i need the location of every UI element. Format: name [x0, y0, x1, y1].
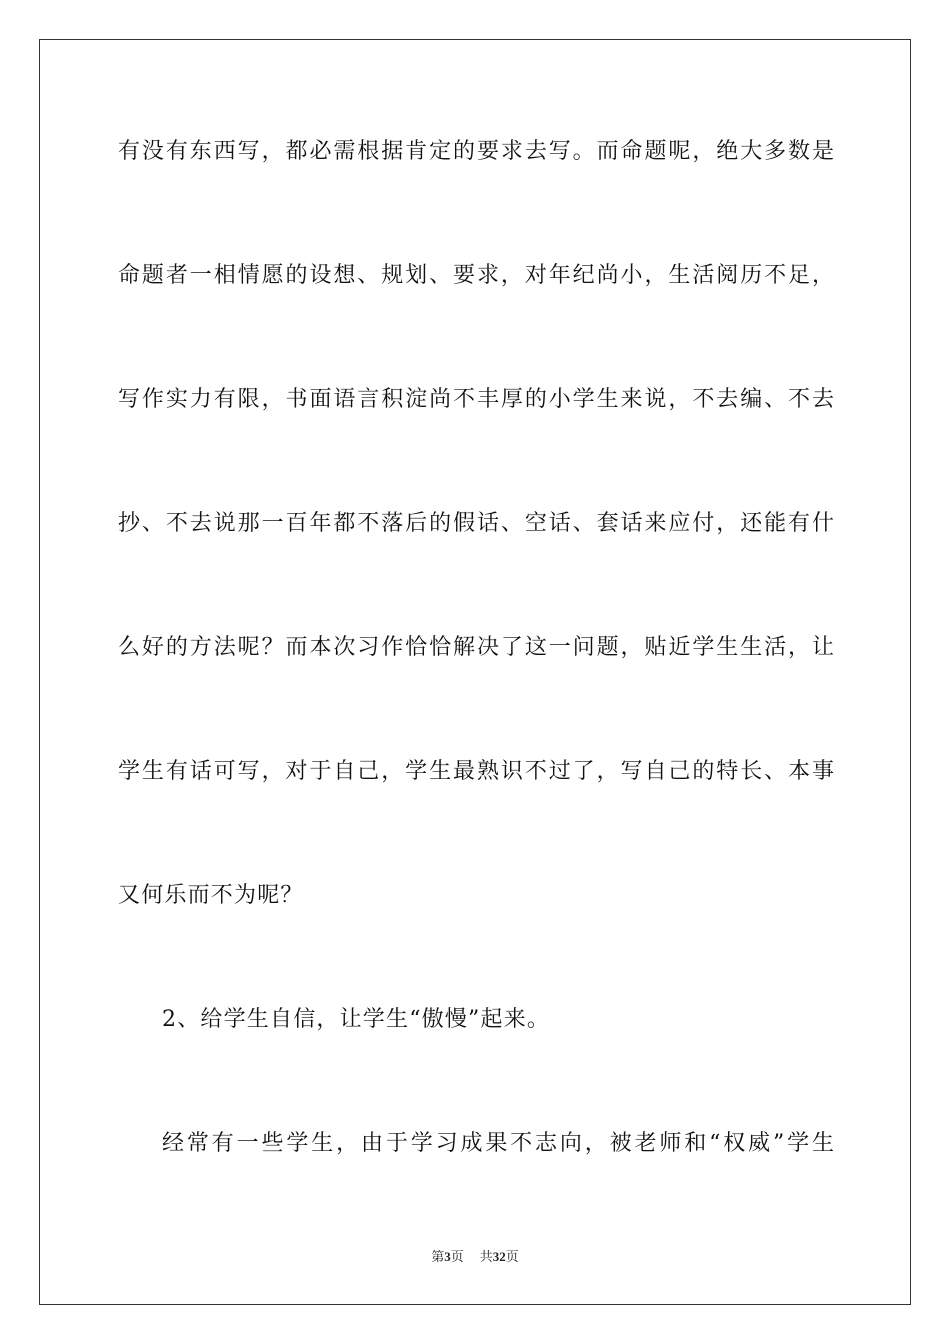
page-footer: [0, 1249, 950, 1266]
page-number: 3: [444, 1249, 451, 1264]
page-suffix: 页: [450, 1250, 464, 1265]
section-heading: 2、给学生自信，让学生“傲慢”起来。: [162, 1007, 551, 1032]
body-line-1: 有没有东西写，都必需根据肯定的要求去写。而命题呢，绝大多数是: [118, 139, 834, 164]
paragraph-start: 经常有一些学生，由于学习成果不志向，被老师和“权威”学生: [162, 1131, 834, 1156]
total-prefix: 共: [479, 1250, 493, 1265]
body-line-7: 又何乐而不为呢？: [118, 883, 304, 908]
page-prefix: 第: [431, 1250, 445, 1265]
body-line-3: 写作实力有限，书面语言积淀尚不丰厚的小学生来说，不去编、不去: [118, 387, 834, 412]
body-line-2: 命题者一相情愿的设想、规划、要求，对年纪尚小，生活阅历不足，: [118, 263, 834, 288]
page-border: [39, 39, 911, 1305]
total-suffix: 页: [505, 1250, 519, 1265]
body-line-5: 么好的方法呢？而本次习作恰恰解决了这一问题，贴近学生生活，让: [118, 635, 834, 660]
body-line-6: 学生有话可写，对于自己，学生最熟识不过了，写自己的特长、本事: [118, 759, 834, 784]
total-pages: 32: [492, 1249, 506, 1264]
body-line-4: 抄、不去说那一百年都不落后的假话、空话、套话来应付，还能有什: [118, 511, 834, 536]
